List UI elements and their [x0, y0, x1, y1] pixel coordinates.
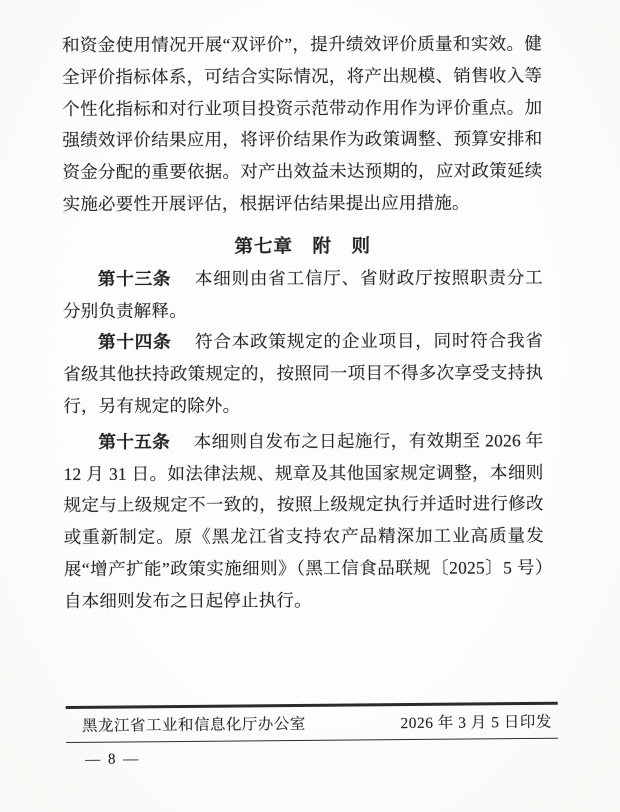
footer-row: [66, 704, 558, 741]
article-14: [63, 326, 543, 423]
article-14-text: 符合本政策规定的企业项目，同时符合我省省级其他扶持政策规定的，按照同一项目不得多次享受支持执行，另有规定的除外。: [63, 330, 544, 416]
article-15-text: 本细则自发布之日起施行，有效期至 2026 年 12 月 31 日。如法律法规、规章及其他国家规定调整，本细则规定与上级规定不一致的，按照上级规定执行并适时进行修改或重新制定。原《黑龙江省支持农产品精深加工业高质量发展“增产扩能”政策实施细则》（黑工信食品联规〔2025〕5 号）自本细则发布之日起停止执行。: [63, 430, 544, 611]
document-body: [62, 28, 544, 617]
article-13: [63, 262, 543, 327]
issuing-office: 黑龙江省工业和信息化厅办公室: [81, 715, 306, 735]
page-footer: [66, 702, 559, 769]
print-date: 2026 年 3 月 5 日印发: [400, 713, 552, 733]
article-13-label: 第十三条: [97, 268, 172, 289]
article-14-label: 第十四条: [98, 331, 172, 353]
article-13-text: 本细则由省工信厅、省财政厅按照职责分工分别负责解释。: [62, 267, 543, 321]
page-number: — 8 —: [85, 751, 141, 768]
article-15-label: 第十五条: [98, 431, 171, 452]
chapter-heading: 第七章 附 则: [234, 236, 372, 258]
article-15: [63, 425, 544, 617]
continued-paragraph: 和资金使用情况开展“双评价”，提升绩效评价质量和实效。健全评价指标体系，可结合实际情况，将产出规模、销售收入等个性化指标和对行业项目投资示范带动作用作为评价重点。加强绩效评价结果应用，将评价结果作为政策调整、预算安排和资金分配的重要依据。对产出效益未达预期的，应对政策延续实施必要性开展评估，根据评估结果提出应用措施。: [62, 33, 543, 214]
